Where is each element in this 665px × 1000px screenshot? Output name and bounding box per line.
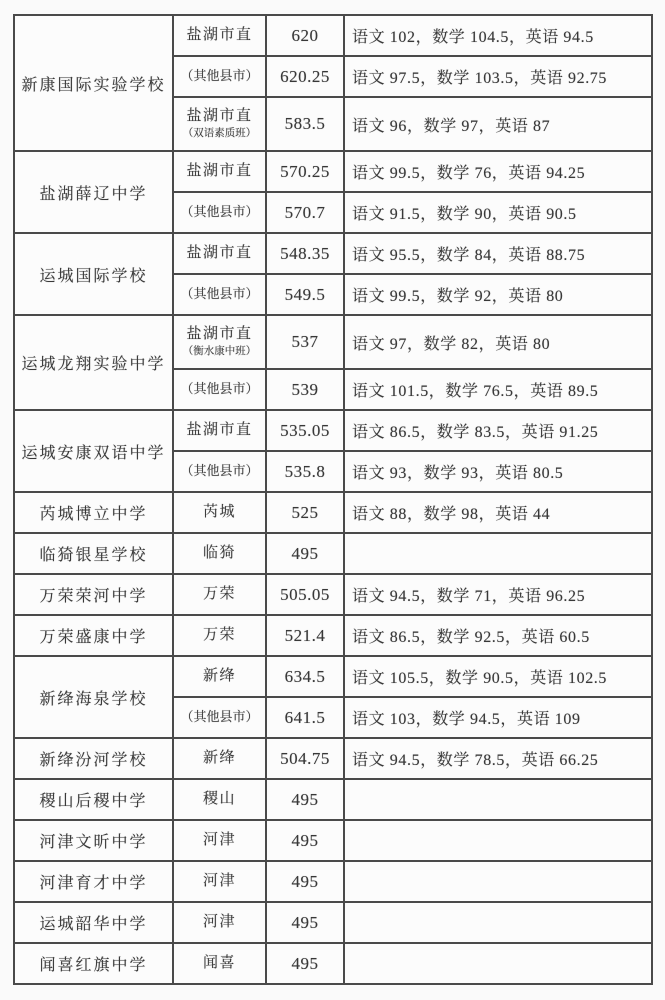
school-name: 万荣荣河中学 [14, 574, 173, 615]
school-name: 临猗银星学校 [14, 533, 173, 574]
district-cell [173, 15, 266, 56]
subject-scores [344, 943, 652, 984]
district-cell [173, 574, 266, 615]
table-row [14, 233, 652, 274]
table-row [14, 779, 652, 820]
district-label: 盐湖市直 [186, 244, 253, 261]
district-cell [173, 233, 266, 274]
table-row [14, 738, 652, 779]
district-label: 盐湖市直 [186, 26, 253, 43]
district-cell [173, 410, 266, 451]
table-row [14, 820, 652, 861]
district-label: 盐湖市直 [186, 108, 253, 125]
district-cell [173, 56, 266, 97]
cutoff-score: 504.75 [266, 738, 344, 779]
district-cell [173, 738, 266, 779]
cutoff-score: 495 [266, 861, 344, 902]
school-name: 盐湖薛辽中学 [14, 151, 173, 233]
subject-scores: 语文 101.5，数学 76.5，英语 89.5 [344, 369, 652, 410]
subject-scores: 语文 93，数学 93，英语 80.5 [344, 451, 652, 492]
cutoff-score: 495 [266, 533, 344, 574]
district-note: （衡水康中班） [182, 345, 257, 357]
subject-scores: 语文 103，数学 94.5，英语 109 [344, 697, 652, 738]
table-row [14, 151, 652, 192]
table-row [14, 15, 652, 56]
district-cell [173, 943, 266, 984]
subject-scores: 语文 99.5，数学 92，英语 80 [344, 274, 652, 315]
subject-scores: 语文 105.5，数学 90.5，英语 102.5 [344, 656, 652, 697]
subject-scores: 语文 97.5，数学 103.5，英语 92.75 [344, 56, 652, 97]
subject-scores [344, 779, 652, 820]
district-label: 临猗 [202, 544, 236, 561]
score-table-body [14, 15, 652, 984]
district-note: （双语素质班） [182, 127, 257, 139]
district-label: （其他县市） [180, 381, 259, 397]
school-name: 新康国际实验学校 [14, 15, 173, 151]
district-cell [173, 369, 266, 410]
cutoff-score: 620.25 [266, 56, 344, 97]
cutoff-score: 620 [266, 15, 344, 56]
district-label: 新绛 [202, 667, 236, 684]
district-cell [173, 492, 266, 533]
subject-scores: 语文 86.5，数学 92.5，英语 60.5 [344, 615, 652, 656]
table-row [14, 492, 652, 533]
district-label: 万荣 [202, 585, 236, 602]
cutoff-score: 535.05 [266, 410, 344, 451]
table-row [14, 902, 652, 943]
district-label: 稷山 [202, 790, 236, 807]
table-row [14, 574, 652, 615]
school-name: 稷山后稷中学 [14, 779, 173, 820]
district-cell [173, 779, 266, 820]
district-label: 河津 [202, 831, 236, 848]
cutoff-score: 521.4 [266, 615, 344, 656]
subject-scores: 语文 94.5，数学 71，英语 96.25 [344, 574, 652, 615]
cutoff-score: 549.5 [266, 274, 344, 315]
school-name: 万荣盛康中学 [14, 615, 173, 656]
school-name: 闻喜红旗中学 [14, 943, 173, 984]
table-row [14, 615, 652, 656]
district-cell [173, 192, 266, 233]
district-label: 万荣 [202, 626, 236, 643]
cutoff-score: 641.5 [266, 697, 344, 738]
district-label: 河津 [202, 872, 236, 889]
district-cell [173, 274, 266, 315]
cutoff-score: 548.35 [266, 233, 344, 274]
district-cell [173, 151, 266, 192]
district-cell [173, 861, 266, 902]
school-name: 运城安康双语中学 [14, 410, 173, 492]
district-cell [173, 97, 266, 151]
district-label: 新绛 [202, 749, 236, 766]
school-name: 运城韶华中学 [14, 902, 173, 943]
district-label: 芮城 [202, 503, 236, 520]
subject-scores: 语文 95.5，数学 84，英语 88.75 [344, 233, 652, 274]
district-cell [173, 615, 266, 656]
district-label: 盐湖市直 [186, 162, 253, 179]
district-label: 闻喜 [202, 954, 236, 971]
district-label: （其他县市） [180, 204, 259, 220]
document-page [0, 14, 665, 1000]
cutoff-score: 495 [266, 902, 344, 943]
district-cell [173, 820, 266, 861]
cutoff-score: 495 [266, 943, 344, 984]
table-row [14, 943, 652, 984]
cutoff-score: 539 [266, 369, 344, 410]
school-name: 运城国际学校 [14, 233, 173, 315]
district-label: 盐湖市直 [186, 326, 253, 343]
subject-scores [344, 902, 652, 943]
subject-scores [344, 533, 652, 574]
district-cell [173, 656, 266, 697]
cutoff-score: 505.05 [266, 574, 344, 615]
district-cell [173, 697, 266, 738]
cutoff-score: 525 [266, 492, 344, 533]
subject-scores [344, 861, 652, 902]
cutoff-score: 583.5 [266, 97, 344, 151]
district-label: 河津 [202, 913, 236, 930]
district-label: 盐湖市直 [186, 421, 253, 438]
school-name: 新绛海泉学校 [14, 656, 173, 738]
subject-scores [344, 820, 652, 861]
table-row [14, 315, 652, 369]
subject-scores: 语文 96，数学 97，英语 87 [344, 97, 652, 151]
district-label: （其他县市） [180, 709, 259, 725]
district-label: （其他县市） [180, 286, 259, 302]
admission-score-table [13, 14, 653, 985]
district-cell [173, 902, 266, 943]
cutoff-score: 537 [266, 315, 344, 369]
district-label: （其他县市） [180, 68, 259, 84]
subject-scores: 语文 94.5，数学 78.5，英语 66.25 [344, 738, 652, 779]
cutoff-score: 570.7 [266, 192, 344, 233]
subject-scores: 语文 97，数学 82，英语 80 [344, 315, 652, 369]
cutoff-score: 495 [266, 820, 344, 861]
subject-scores: 语文 91.5，数学 90，英语 90.5 [344, 192, 652, 233]
school-name: 运城龙翔实验中学 [14, 315, 173, 410]
cutoff-score: 570.25 [266, 151, 344, 192]
cutoff-score: 634.5 [266, 656, 344, 697]
district-cell [173, 315, 266, 369]
cutoff-score: 495 [266, 779, 344, 820]
district-cell [173, 451, 266, 492]
cutoff-score: 535.8 [266, 451, 344, 492]
school-name: 河津育才中学 [14, 861, 173, 902]
subject-scores: 语文 86.5，数学 83.5，英语 91.25 [344, 410, 652, 451]
table-row [14, 410, 652, 451]
subject-scores: 语文 99.5，数学 76，英语 94.25 [344, 151, 652, 192]
subject-scores: 语文 88，数学 98，英语 44 [344, 492, 652, 533]
district-label: （其他县市） [180, 463, 259, 479]
school-name: 河津文昕中学 [14, 820, 173, 861]
school-name: 芮城博立中学 [14, 492, 173, 533]
subject-scores: 语文 102，数学 104.5，英语 94.5 [344, 15, 652, 56]
district-cell [173, 533, 266, 574]
table-row [14, 533, 652, 574]
school-name: 新绛汾河学校 [14, 738, 173, 779]
table-row [14, 861, 652, 902]
table-row [14, 656, 652, 697]
